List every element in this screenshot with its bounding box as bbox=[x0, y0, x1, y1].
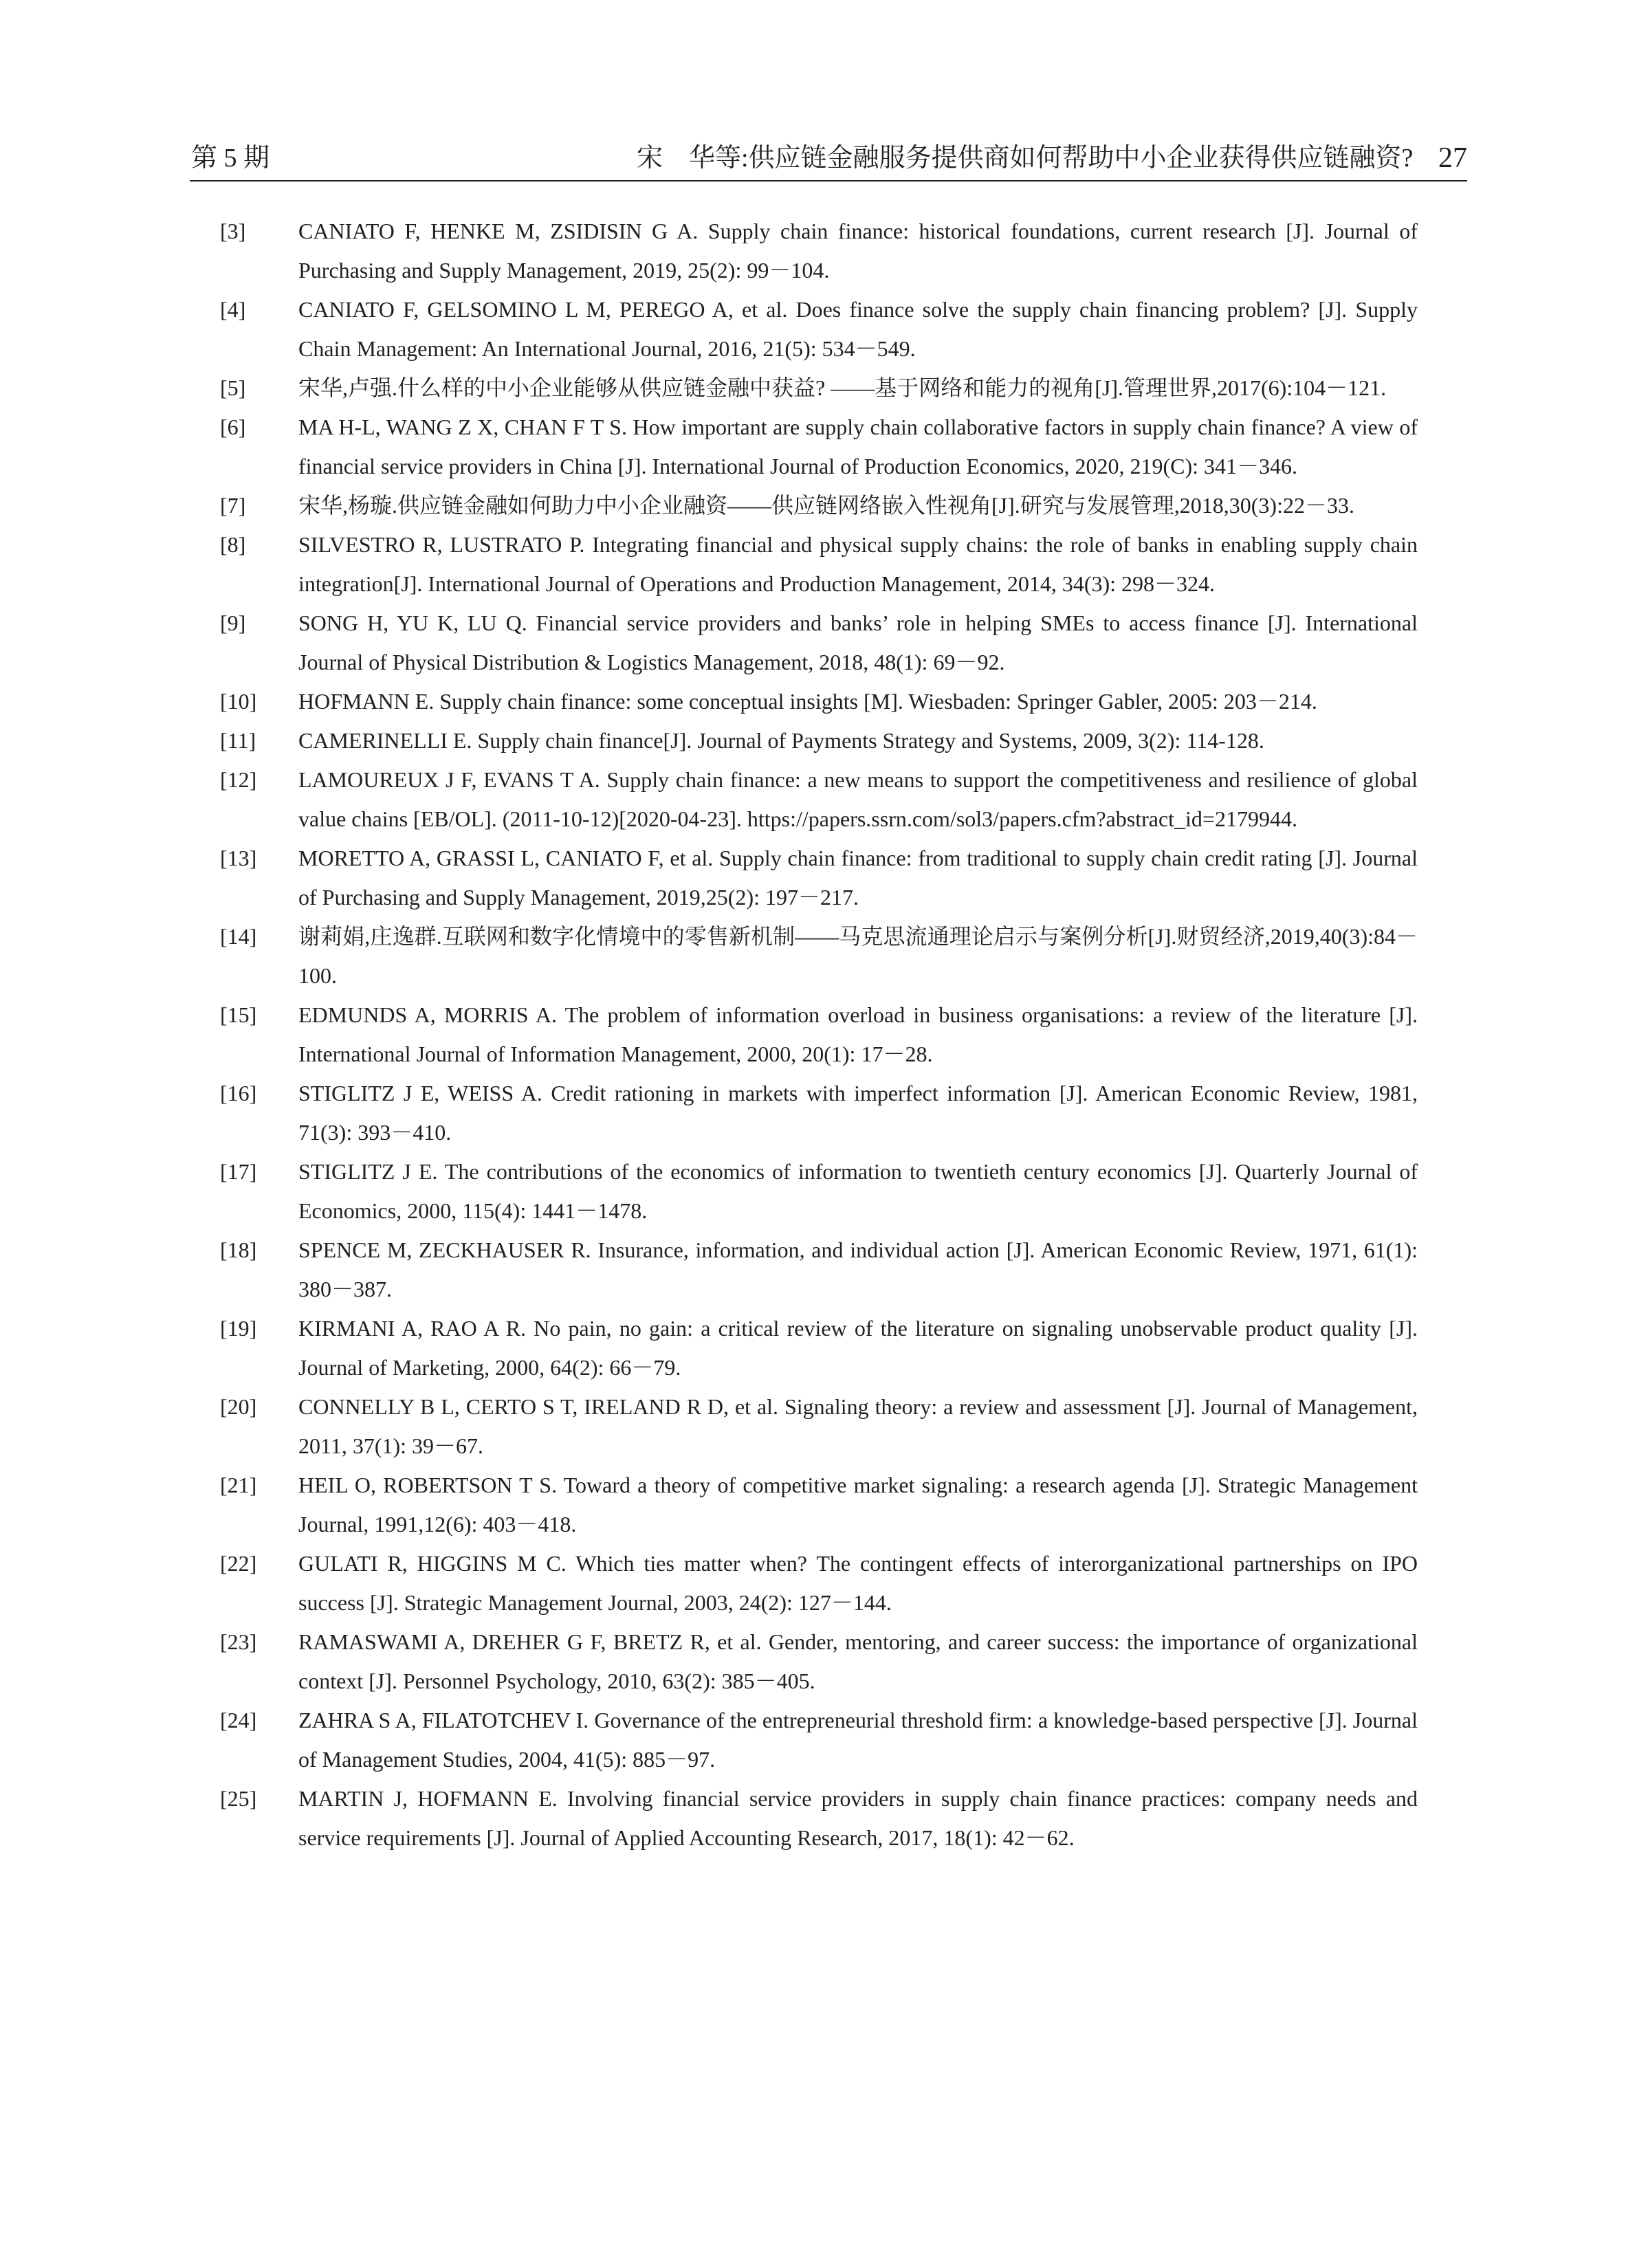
reference-number: [12] bbox=[220, 767, 257, 792]
reference-number: [21] bbox=[220, 1473, 257, 1497]
reference-number: [18] bbox=[220, 1237, 257, 1262]
reference-text: 谢莉娟,庄逸群.互联网和数字化情境中的零售新机制——马克思流通理论启示与案例分析[J].财贸经济,2019,40(3):84－100. bbox=[298, 924, 1418, 988]
reference-item bbox=[220, 486, 1418, 525]
reference-item bbox=[220, 1309, 1418, 1387]
reference-number: [6] bbox=[220, 415, 246, 439]
reference-number: [16] bbox=[220, 1081, 257, 1105]
reference-text: MORETTO A, GRASSI L, CANIATO F, et al. Supply chain finance: from traditional to supply chain credit rating [J]. Journal of Purchasing and Supply Management, 2019,25(2): 197－217. bbox=[298, 846, 1418, 910]
reference-number: [25] bbox=[220, 1786, 257, 1811]
reference-number: [13] bbox=[220, 846, 257, 870]
reference-number: [11] bbox=[220, 728, 256, 753]
reference-item bbox=[220, 1779, 1418, 1858]
reference-number: [10] bbox=[220, 689, 257, 714]
reference-item bbox=[220, 1544, 1418, 1622]
reference-number: [8] bbox=[220, 532, 246, 557]
reference-number: [3] bbox=[220, 219, 246, 243]
page-number: 27 bbox=[1438, 142, 1467, 174]
reference-item bbox=[220, 1701, 1418, 1779]
reference-item bbox=[220, 604, 1418, 682]
reference-item bbox=[220, 917, 1418, 995]
running-title: 宋 华等:供应链金融服务提供商如何帮助中小企业获得供应链融资? bbox=[637, 144, 1414, 173]
reference-number: [4] bbox=[220, 297, 246, 322]
reference-number: [23] bbox=[220, 1629, 257, 1654]
reference-text: HOFMANN E. Supply chain finance: some conceptual insights [M]. Wiesbaden: Springer Gabler, 2005: 203－214. bbox=[298, 689, 1317, 714]
reference-item bbox=[220, 408, 1418, 486]
running-header bbox=[190, 142, 1467, 181]
reference-item bbox=[220, 212, 1418, 290]
reference-item bbox=[220, 995, 1418, 1074]
reference-item bbox=[220, 1231, 1418, 1309]
reference-item bbox=[220, 1152, 1418, 1231]
reference-text: KIRMANI A, RAO A R. No pain, no gain: a critical review of the literature on signaling unobservable product quality [J]. Journal of Marketing, 2000, 64(2): 66－79. bbox=[298, 1316, 1418, 1380]
reference-text: LAMOUREUX J F, EVANS T A. Supply chain finance: a new means to support the competitiveness and resilience of global value chains [EB/OL]. (2011-10-12)[2020-04-23]. https://papers.ssrn.com/sol3/papers.cfm?abstract_id=2179944. bbox=[298, 767, 1418, 831]
reference-text: STIGLITZ J E. The contributions of the economics of information to twentieth century economics [J]. Quarterly Journal of Economics, 2000, 115(4): 1441－1478. bbox=[298, 1159, 1418, 1223]
reference-item bbox=[220, 760, 1418, 839]
reference-text: 宋华,杨璇.供应链金融如何助力中小企业融资——供应链网络嵌入性视角[J].研究与发展管理,2018,30(3):22－33. bbox=[298, 493, 1354, 518]
reference-number: [7] bbox=[220, 493, 246, 518]
reference-text: ZAHRA S A, FILATOTCHEV I. Governance of the entrepreneurial threshold firm: a knowledge-based perspective [J]. Journal of Management Studies, 2004, 41(5): 885－97. bbox=[298, 1708, 1418, 1772]
reference-text: CANIATO F, GELSOMINO L M, PEREGO A, et al. Does finance solve the supply chain financing problem? [J]. Supply Chain Management: An International Journal, 2016, 21(5): 534－549. bbox=[298, 297, 1418, 361]
reference-text: GULATI R, HIGGINS M C. Which ties matter when? The contingent effects of interorganizational partnerships on IPO success [J]. Strategic Management Journal, 2003, 24(2): 127－144. bbox=[298, 1551, 1418, 1615]
reference-item bbox=[220, 525, 1418, 604]
reference-text: CANIATO F, HENKE M, ZSIDISIN G A. Supply chain finance: historical foundations, current research [J]. Journal of Purchasing and Supply Management, 2019, 25(2): 99－104. bbox=[298, 219, 1418, 283]
reference-number: [15] bbox=[220, 1002, 257, 1027]
reference-text: CAMERINELLI E. Supply chain finance[J]. Journal of Payments Strategy and Systems, 2009, 3(2): 114-128. bbox=[298, 728, 1264, 753]
reference-item bbox=[220, 1387, 1418, 1466]
reference-item bbox=[220, 1074, 1418, 1152]
reference-text: STIGLITZ J E, WEISS A. Credit rationing in markets with imperfect information [J]. American Economic Review, 1981, 71(3): 393－410. bbox=[298, 1081, 1418, 1145]
reference-text: EDMUNDS A, MORRIS A. The problem of information overload in business organisations: a review of the literature [J]. International Journal of Information Management, 2000, 20(1): 17－28. bbox=[298, 1002, 1418, 1066]
reference-item bbox=[220, 1466, 1418, 1544]
issue-label: 第 5 期 bbox=[191, 144, 270, 173]
reference-number: [24] bbox=[220, 1708, 257, 1732]
reference-item bbox=[220, 721, 1418, 760]
reference-text: RAMASWAMI A, DREHER G F, BRETZ R, et al. Gender, mentoring, and career success: the importance of organizational context [J]. Personnel Psychology, 2010, 63(2): 385－405. bbox=[298, 1629, 1418, 1693]
reference-text: 宋华,卢强.什么样的中小企业能够从供应链金融中获益? ——基于网络和能力的视角[J].管理世界,2017(6):104－121. bbox=[298, 375, 1387, 400]
reference-text: CONNELLY B L, CERTO S T, IRELAND R D, et al. Signaling theory: a review and assessment [J]. Journal of Management, 2011, 37(1): 39－67. bbox=[298, 1394, 1418, 1458]
reference-number: [9] bbox=[220, 610, 246, 635]
reference-item bbox=[220, 1622, 1418, 1701]
reference-number: [19] bbox=[220, 1316, 257, 1341]
reference-text: MA H-L, WANG Z X, CHAN F T S. How important are supply chain collaborative factors in supply chain finance? A view of financial service providers in China [J]. International Journal of Production Economics, 2020, 219(C): 341－346. bbox=[298, 415, 1418, 478]
reference-item bbox=[220, 368, 1418, 408]
reference-item bbox=[220, 682, 1418, 721]
reference-list bbox=[220, 212, 1418, 1858]
reference-item bbox=[220, 839, 1418, 917]
reference-text: SILVESTRO R, LUSTRATO P. Integrating financial and physical supply chains: the role of banks in enabling supply chain integration[J]. International Journal of Operations and Production Management, 2014, 34(3): 298－324. bbox=[298, 532, 1418, 596]
reference-item bbox=[220, 290, 1418, 368]
reference-text: SPENCE M, ZECKHAUSER R. Insurance, information, and individual action [J]. American Economic Review, 1971, 61(1): 380－387. bbox=[298, 1237, 1418, 1301]
reference-text: SONG H, YU K, LU Q. Financial service providers and banks’ role in helping SMEs to access finance [J]. International Journal of Physical Distribution & Logistics Management, 2018, 48(1): 69－92. bbox=[298, 610, 1418, 674]
reference-number: [20] bbox=[220, 1394, 257, 1419]
reference-text: HEIL O, ROBERTSON T S. Toward a theory of competitive market signaling: a research agenda [J]. Strategic Management Journal, 1991,12(6): 403－418. bbox=[298, 1473, 1418, 1537]
reference-text: MARTIN J, HOFMANN E. Involving financial service providers in supply chain finance practices: company needs and service requirements [J]. Journal of Applied Accounting Research, 2017, 18(1): 42－62. bbox=[298, 1786, 1418, 1850]
reference-number: [17] bbox=[220, 1159, 257, 1184]
reference-number: [22] bbox=[220, 1551, 257, 1576]
reference-number: [5] bbox=[220, 375, 246, 400]
reference-number: [14] bbox=[220, 924, 257, 949]
